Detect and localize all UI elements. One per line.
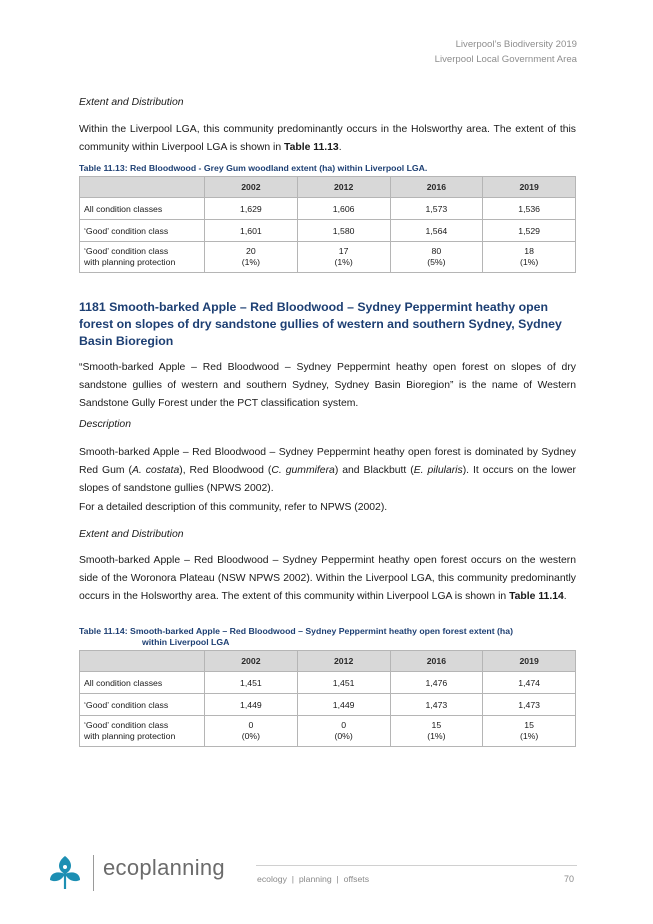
table-cell: 1,473 [483,694,576,716]
row-label-line2: with planning protection [84,257,176,267]
table-header-cell: 2002 [205,177,298,198]
table-cell [390,242,483,273]
table-cell: 1,601 [205,220,298,242]
header-title: Liverpool’s Biodiversity 2019 [455,39,577,50]
caption-line1: Table 11.14: Smooth-barked Apple – Red Bloodwood – Sydney Peppermint heathy open forest extent (ha) [79,626,513,636]
table-header-row [80,651,576,672]
extent-paragraph-1 [79,121,576,157]
description-paragraph [79,444,576,498]
logo-divider [93,855,94,891]
cell-value: 0 [341,720,347,730]
cell-percent: (0%) [241,731,261,741]
desc-text: ), Red Bloodwood ( [179,465,272,476]
table-cell [390,716,483,747]
row-label: All condition classes [80,672,205,694]
table-cell: 1,529 [483,220,576,242]
cell-value: 15 [431,720,442,730]
cell-percent: (1%) [241,257,261,267]
row-label [80,242,205,273]
row-label-line2: with planning protection [84,731,176,741]
desc-text: ) and Blackbutt ( [334,465,414,476]
ecoplanning-leaf-logo-icon [46,853,84,891]
table-cell: 1,473 [390,694,483,716]
description-heading: Description [79,419,131,430]
table-header-cell: 2016 [390,177,483,198]
species-name: C. gummifera [271,465,335,476]
row-label-line1: ‘Good’ condition class [84,720,169,730]
table-cell: 1,606 [297,198,390,220]
table-cell: 1,476 [390,672,483,694]
extent-paragraph-2 [79,552,576,606]
table-cell [297,242,390,273]
extent-text-2-end: . [563,591,567,602]
extent-text-1: Within the Liverpool LGA, this community predominantly occurs in the Holsworthy area. The extent of this community within Liverpool LGA is shown in [79,124,576,153]
row-label: All condition classes [80,198,205,220]
table-cell: 1,580 [297,220,390,242]
table-row [80,198,576,220]
table-header-cell: 2019 [483,651,576,672]
page-footer [0,845,653,905]
table-row [80,672,576,694]
table-row [80,220,576,242]
logo-leaf-left [50,872,65,881]
table-cell: 1,564 [390,220,483,242]
table-11-13-caption: Table 11.13: Red Bloodwood - Grey Gum woodland extent (ha) within Liverpool LGA. [79,163,428,173]
table-cell [483,716,576,747]
cell-value: 0 [248,720,254,730]
section-title-1181: 1181 Smooth-barked Apple – Red Bloodwood – Sydney Peppermint heathy open forest on slopes of dry sandstone gullies of western and southern Sydney, Sydney Basin Bioregion [79,300,562,348]
table-row [80,694,576,716]
cell-percent: (1%) [334,257,353,267]
caption-line2: within Liverpool LGA [142,637,230,647]
row-label: ‘Good’ condition class [80,220,205,242]
footer-tagline: ecology | planning | offsets [257,874,370,884]
table-11-14-caption [79,626,513,648]
header-subtitle: Liverpool Local Government Area [434,53,577,65]
cell-value: 20 [246,246,256,256]
table-header-cell: 2012 [297,651,390,672]
table-header-row [80,177,576,198]
table-cell [483,242,576,273]
table-row [80,242,576,273]
table-cell: 1,451 [297,672,390,694]
table-header-cell: 2019 [483,177,576,198]
page-number: 70 [563,874,574,884]
cell-value: 15 [524,720,534,730]
table-11-13 [79,176,576,273]
table-header-empty [80,651,205,672]
cell-percent: (1%) [427,731,446,741]
cell-percent: (1%) [519,731,539,741]
table-cell: 1,629 [205,198,298,220]
cell-value: 17 [338,246,349,256]
table-ref-11-14: Table 11.14 [509,591,564,602]
footer-rule [256,865,577,866]
cell-percent: (0%) [334,731,353,741]
brand-wordmark: ecoplanning [103,855,225,880]
logo-leaf-right [65,872,80,881]
row-label: ‘Good’ condition class [80,694,205,716]
table-cell [297,716,390,747]
row-label-line1: ‘Good’ condition class [84,246,169,256]
extent-heading-1: Extent and Distribution [79,97,184,108]
table-cell: 1,536 [483,198,576,220]
table-row [80,716,576,747]
reference-paragraph: For a detailed description of this community, refer to NPWS (2002). [79,502,388,513]
desc-text: ). It occurs on the lower slopes of sandstone gullies (NPWS 2002). [79,465,577,494]
extent-heading-2: Extent and Distribution [79,529,184,540]
table-header-cell: 2012 [297,177,390,198]
table-header-cell: 2016 [390,651,483,672]
logo-dot [63,865,67,869]
extent-text-1-end: . [338,142,342,153]
table-11-14 [79,650,576,747]
running-header [435,38,577,67]
table-cell: 1,449 [205,694,298,716]
species-name: E. pilularis [413,465,463,476]
desc-text: Smooth-barked Apple – Red Bloodwood – Sydney Peppermint heathy open forest is dominated by Sydney Red Gum ( [79,447,576,476]
cell-value: 80 [431,246,442,256]
table-header-empty [80,177,205,198]
extent-text-2: Smooth-barked Apple – Red Bloodwood – Sydney Peppermint heathy open forest occurs on the western side of the Woronora Plateau (NSW NPWS 2002). Within the Liverpool LGA, this community predominantly occurs in the Holsworthy area. The extent of this community within Liverpool LGA is shown in [79,555,576,602]
row-label [80,716,205,747]
table-ref-11-13: Table 11.13 [284,142,339,153]
table-header-cell: 2002 [205,651,298,672]
table-cell [205,242,298,273]
table-cell: 1,449 [297,694,390,716]
cell-percent: (1%) [519,257,539,267]
species-name: A. costata [131,465,180,476]
cell-value: 18 [524,246,534,256]
table-cell [205,716,298,747]
table-cell: 1,474 [483,672,576,694]
intro-paragraph: “Smooth-barked Apple – Red Bloodwood – Sydney Peppermint heathy open forest on slopes of dry sandstone gullies of western and southern Sydney, Sydney Basin Bioregion” is the name of Western Sandstone Gully Forest under the PCT classification system. [79,362,576,409]
table-cell: 1,451 [205,672,298,694]
table-cell: 1,573 [390,198,483,220]
cell-percent: (5%) [427,257,446,267]
